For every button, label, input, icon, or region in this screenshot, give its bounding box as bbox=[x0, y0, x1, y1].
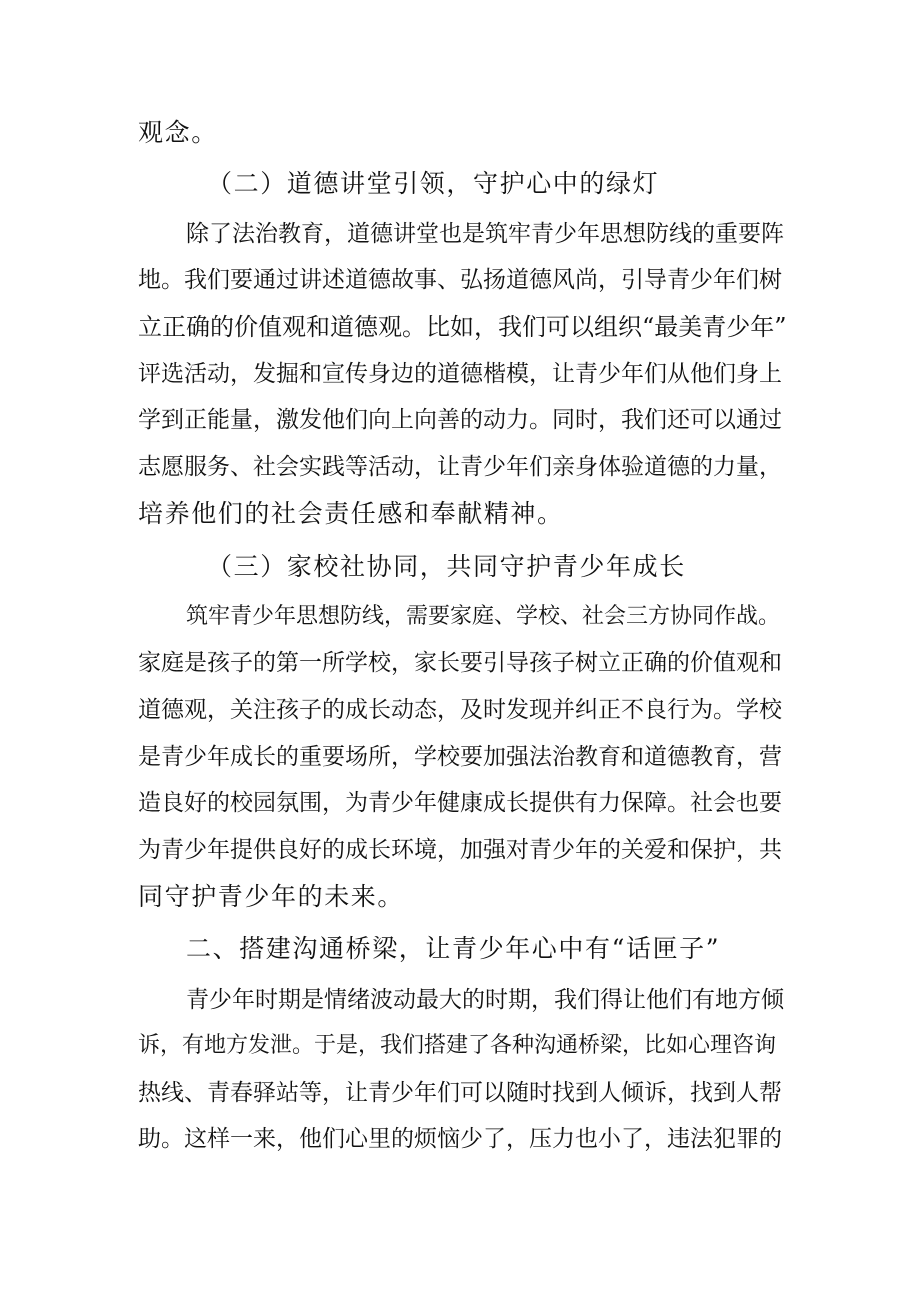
paragraph-line: 学到正能量，激发他们向上向善的动力。同时，我们还可以通过 bbox=[138, 407, 782, 433]
paragraph-line: 观念。 bbox=[138, 118, 218, 147]
paragraph-line: 志愿服务、社会实践等活动，让青少年们亲身体验道德的力量， bbox=[138, 454, 782, 480]
section-heading: （二）道德讲堂引领，守护心中的绿灯 bbox=[207, 169, 660, 198]
paragraph-line: 地。我们要通过讲述道德故事、弘扬道德风尚，引导青少年们树 bbox=[138, 267, 782, 293]
section-heading: 二、搭建沟通桥梁，让青少年心中有“话匣子” bbox=[186, 934, 721, 963]
paragraph-line: 家庭是孩子的第一所学校，家长要引导孩子树立正确的价值观和 bbox=[138, 650, 782, 676]
paragraph-line: 立正确的价值观和道德观。比如，我们可以组织“最美青少年” bbox=[138, 313, 787, 341]
paragraph-line: 同守护青少年的未来。 bbox=[138, 882, 405, 911]
paragraph-line: 筑牢青少年思想防线，需要家庭、学校、社会三方协同作战。 bbox=[186, 604, 781, 629]
paragraph-line: 诉，有地方发泄。于是，我们搭建了各种沟通桥梁，比如心理咨询 bbox=[138, 1033, 777, 1058]
paragraph-line: 是青少年成长的重要场所，学校要加强法治教育和道德教育，营 bbox=[138, 744, 782, 770]
paragraph-line: 热线、青春驿站等，让青少年们可以随时找到人倾诉，找到人帮 bbox=[138, 1080, 782, 1106]
paragraph-line: 道德观，关注孩子的成长动态，及时发现并纠正不良行为。学校 bbox=[138, 697, 782, 723]
paragraph-line: 助。这样一来，他们心里的烦恼少了，压力也小了，违法犯罪的 bbox=[138, 1126, 782, 1152]
paragraph-line: 造良好的校园氛围，为青少年健康成长提供有力保障。社会也要 bbox=[138, 790, 782, 816]
paragraph-line: 培养他们的社会责任感和奉献精神。 bbox=[138, 499, 564, 528]
paragraph-line: 青少年时期是情绪波动最大的时期，我们得让他们有地方倾 bbox=[186, 987, 784, 1013]
section-heading: （三）家校社协同，共同守护青少年成长 bbox=[207, 552, 686, 581]
paragraph-line: 除了法治教育，道德讲堂也是筑牢青少年思想防线的重要阵 bbox=[186, 221, 784, 247]
paragraph-line: 评选活动，发掘和宣传身边的道德楷模，让青少年们从他们身上 bbox=[138, 361, 782, 387]
paragraph-line: 为青少年提供良好的成长环境，加强对青少年的关爱和保护，共 bbox=[138, 837, 782, 863]
